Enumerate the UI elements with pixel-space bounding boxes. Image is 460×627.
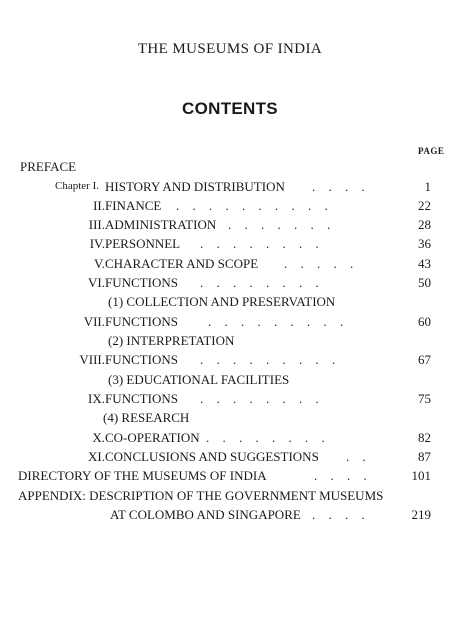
leader-dots: . . . . . . . . . . [176, 198, 328, 213]
leader-dots: . . . . . . . . [200, 236, 319, 251]
toc-subentry [0, 410, 460, 428]
page-number: 1 [424, 179, 431, 194]
toc-entry [0, 275, 460, 293]
leader-dots: . . . . [314, 468, 367, 483]
toc-entry [0, 352, 460, 370]
chapter-title: CONCLUSIONS AND SUGGESTIONS [105, 449, 319, 464]
toc-entry [0, 256, 460, 274]
chapter-number: V. [94, 256, 105, 271]
leader-dots: . . . . [312, 507, 365, 522]
leader-dots: . . . . [312, 179, 365, 194]
chapter-title: FUNCTIONS [105, 391, 178, 406]
chapter-number: VIII. [79, 352, 105, 367]
preface-entry: PREFACE [20, 159, 77, 174]
toc-directory-entry [0, 468, 460, 486]
chapter-title: CO-OPERATION [105, 430, 200, 445]
chapter-title: PERSONNEL [105, 236, 181, 251]
page-number: 87 [418, 449, 431, 464]
toc-entry [0, 179, 460, 197]
toc-appendix-entry [0, 488, 460, 506]
chapter-title: ADMINISTRATION [105, 217, 217, 232]
subtitle: (3) EDUCATIONAL FACILITIES [108, 372, 290, 387]
toc-entry [0, 198, 460, 216]
page-number: 22 [418, 198, 431, 213]
directory-title: DIRECTORY OF THE MUSEUMS OF INDIA [18, 468, 267, 483]
toc-entry [0, 391, 460, 409]
page-number: 67 [418, 352, 431, 367]
chapter-number: II. [93, 198, 105, 213]
chapter-number: VII. [83, 314, 105, 329]
page-number: 28 [418, 217, 431, 232]
chapter-number: IX. [88, 391, 105, 406]
toc-entry [0, 314, 460, 332]
appendix-title: APPENDIX: DESCRIPTION OF THE GOVERNMENT MUSEUMS [18, 488, 384, 503]
chapter-number: X. [92, 430, 105, 445]
appendix-title-continued: AT COLOMBO AND SINGAPORE [110, 507, 301, 522]
toc-entry [0, 449, 460, 467]
book-title: THE MUSEUMS OF INDIA [137, 41, 323, 57]
toc-entry [0, 217, 460, 235]
page-column-header: PAGE [418, 146, 445, 156]
page-number: 50 [418, 275, 431, 290]
leader-dots: . . . . . . . . [200, 391, 319, 406]
chapter-title: FINANCE [105, 198, 162, 213]
chapter-number: III. [88, 217, 105, 232]
chapter-title: FUNCTIONS [105, 314, 178, 329]
subtitle: (1) COLLECTION AND PRESERVATION [108, 294, 336, 309]
chapter-number: IV. [89, 236, 105, 251]
subtitle: (4) RESEARCH [103, 410, 190, 425]
chapter-title: HISTORY AND DISTRIBUTION [105, 179, 285, 194]
chapter-title: CHARACTER AND SCOPE [105, 256, 259, 271]
page-number: 75 [418, 391, 431, 406]
page-number: 36 [418, 236, 431, 251]
leader-dots: . . . . . . . . [200, 275, 319, 290]
page-number: 43 [418, 256, 431, 271]
toc-subentry [0, 294, 460, 312]
page-number: 219 [411, 507, 431, 522]
toc-appendix-continuation [0, 507, 460, 525]
leader-dots: . . [346, 449, 366, 464]
toc-entry [0, 236, 460, 254]
page-number: 82 [418, 430, 431, 445]
toc-subentry [0, 372, 460, 390]
toc-subentry [0, 333, 460, 351]
leader-dots: . . . . . . . [228, 217, 331, 232]
leader-dots: . . . . . . . . . [200, 352, 336, 367]
page-number: 101 [411, 468, 431, 483]
leader-dots: . . . . . . . . . [208, 314, 344, 329]
chapter-number: VI. [88, 275, 105, 290]
chapter-title: FUNCTIONS [105, 352, 178, 367]
toc-entry [0, 430, 460, 448]
leader-dots: . . . . . [284, 256, 354, 271]
chapter-number: Chapter I. [55, 180, 99, 192]
contents-heading: CONTENTS [182, 99, 278, 118]
leader-dots: . . . . . . . . [206, 430, 325, 445]
chapter-number: XI. [88, 449, 105, 464]
chapter-title: FUNCTIONS [105, 275, 178, 290]
subtitle: (2) INTERPRETATION [108, 333, 235, 348]
page-number: 60 [418, 314, 431, 329]
